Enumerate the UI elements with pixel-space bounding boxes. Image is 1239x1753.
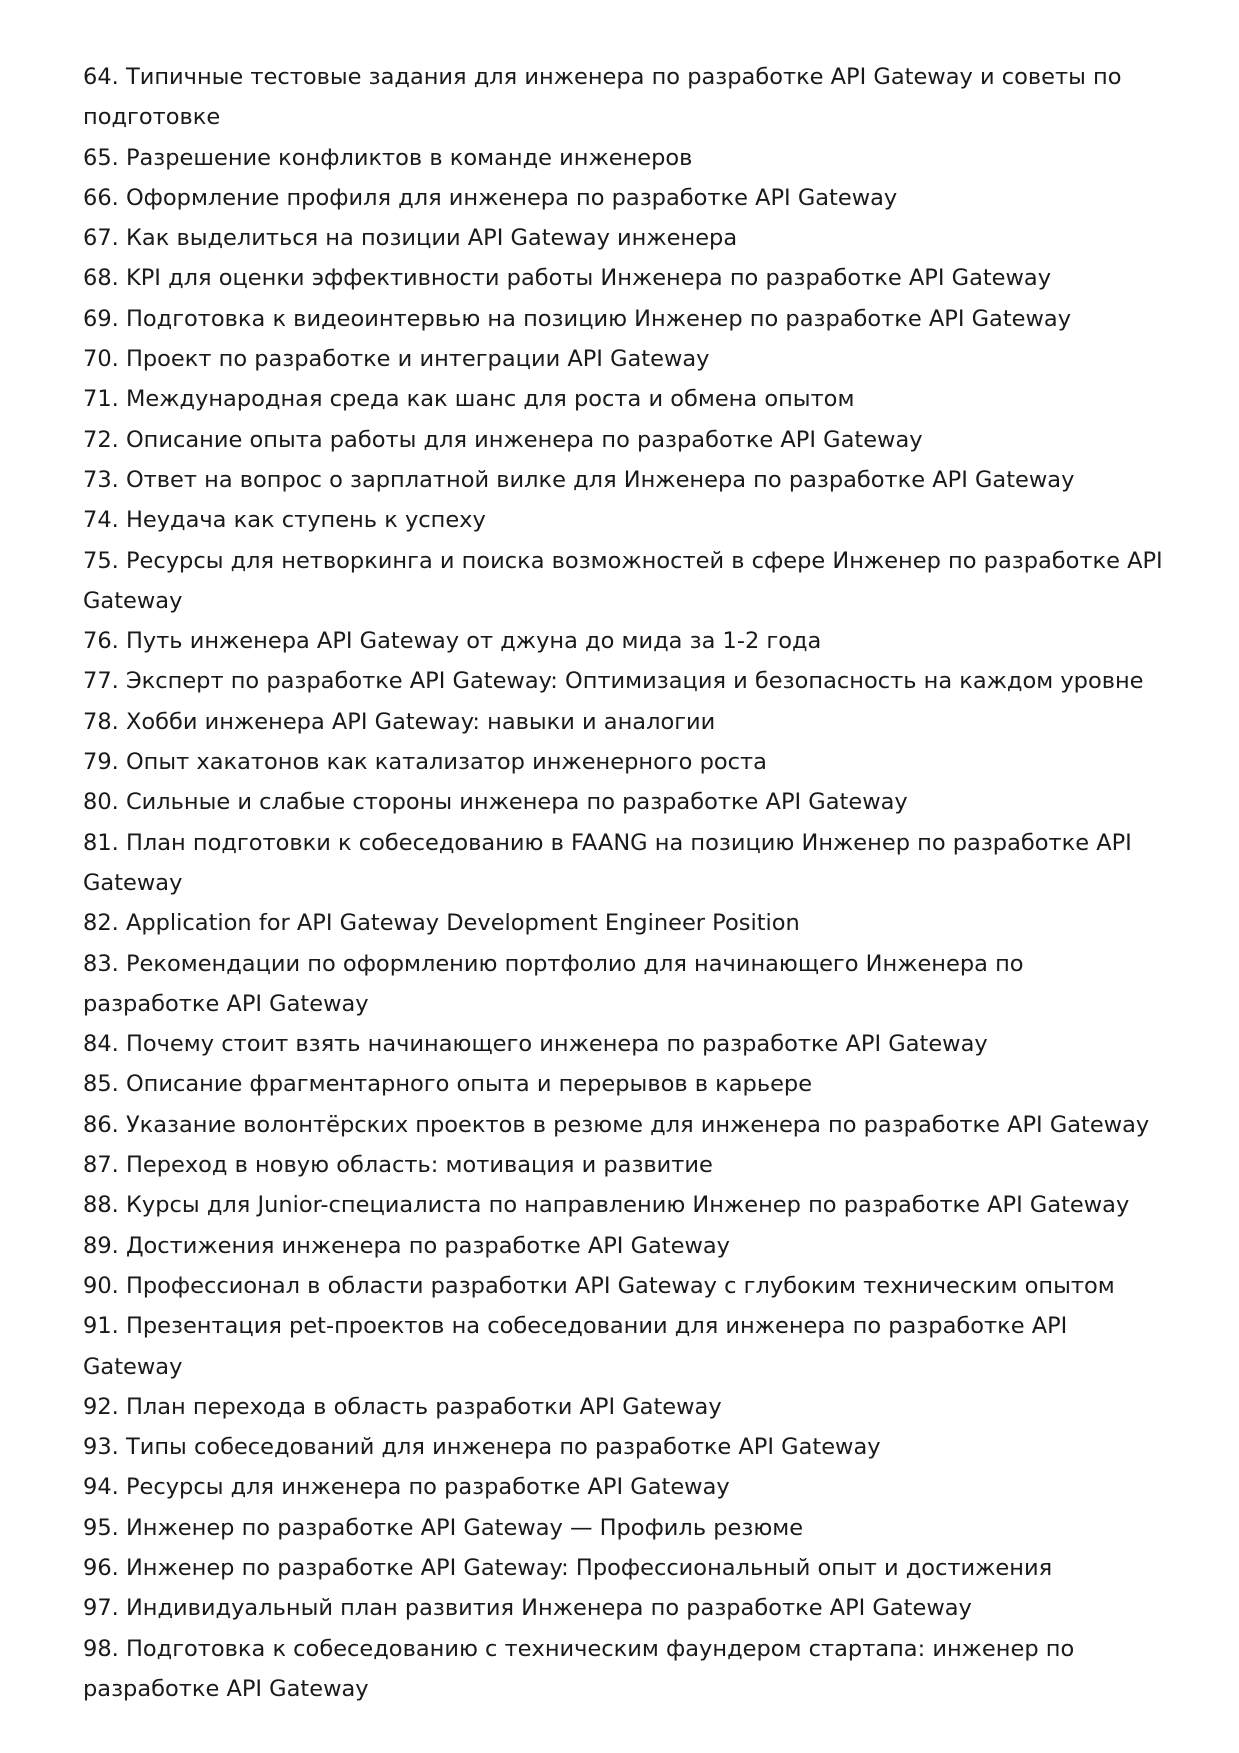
- item-text: Подготовка к собеседованию с техническим фаундером стартапа: инженер по разработке API Gateway: [83, 1635, 1075, 1702]
- item-text: Подготовка к видеоинтервью на позицию Инженер по разработке API Gateway: [125, 305, 1072, 332]
- list-item: [83, 1508, 1163, 1548]
- list-item: [83, 460, 1163, 500]
- item-number: 89.: [83, 1232, 119, 1259]
- item-number: 71.: [83, 386, 119, 413]
- list-item: [83, 1145, 1163, 1185]
- list-item: [83, 178, 1163, 218]
- item-text: Описание опыта работы для инженера по разработке API Gateway: [125, 426, 923, 453]
- item-text: План перехода в область разработки API Gateway: [125, 1393, 722, 1420]
- list-item: [83, 661, 1163, 701]
- item-text: Указание волонтёрских проектов в резюме для инженера по разработке API Gateway: [125, 1111, 1150, 1138]
- item-number: 79.: [83, 749, 119, 776]
- list-item: [83, 339, 1163, 379]
- item-number: 86.: [83, 1111, 119, 1138]
- item-text: Индивидуальный план развития Инженера по разработке API Gateway: [125, 1595, 972, 1622]
- item-number: 91.: [83, 1313, 119, 1340]
- item-number: 77.: [83, 668, 119, 695]
- list-item: [83, 621, 1163, 661]
- item-text: Инженер по разработке API Gateway: Профессиональный опыт и достижения: [125, 1554, 1053, 1581]
- item-number: 98.: [83, 1635, 119, 1662]
- item-text: Презентация pet-проектов на собеседовании для инженера по разработке API Gateway: [83, 1313, 1068, 1380]
- item-text: Международная среда как шанс для роста и обмена опытом: [125, 386, 855, 413]
- list-item: [83, 1629, 1163, 1710]
- list-item: [83, 1306, 1163, 1387]
- item-text: Типичные тестовые задания для инженера по разработке API Gateway и советы по подготовке: [83, 64, 1122, 131]
- item-number: 80.: [83, 789, 119, 816]
- list-item: [83, 1467, 1163, 1507]
- item-text: Оформление профиля для инженера по разработке API Gateway: [125, 184, 898, 211]
- item-number: 85.: [83, 1071, 119, 1098]
- item-number: 78.: [83, 708, 119, 735]
- list-item: [83, 541, 1163, 622]
- item-number: 65.: [83, 144, 119, 171]
- item-number: 69.: [83, 305, 119, 332]
- item-text: Описание фрагментарного опыта и перерывов в карьере: [125, 1071, 813, 1098]
- list-item: [83, 420, 1163, 460]
- item-number: 92.: [83, 1393, 119, 1420]
- item-number: 82.: [83, 910, 119, 937]
- item-text: Как выделиться на позиции API Gateway инженера: [125, 225, 738, 252]
- list-item: [83, 1024, 1163, 1064]
- item-text: Application for API Gateway Development Engineer Position: [125, 910, 800, 937]
- topic-list: [83, 57, 1163, 1709]
- item-text: Хобби инженера API Gateway: навыки и аналогии: [125, 708, 716, 735]
- item-text: Ответ на вопрос о зарплатной вилке для Инженера по разработке API Gateway: [125, 466, 1075, 493]
- list-item: [83, 1427, 1163, 1467]
- list-item: [83, 702, 1163, 742]
- item-text: Профессионал в области разработки API Gateway с глубоким техническим опытом: [125, 1272, 1115, 1299]
- list-item: [83, 500, 1163, 540]
- item-number: 90.: [83, 1272, 119, 1299]
- item-text: Сильные и слабые стороны инженера по разработке API Gateway: [125, 789, 908, 816]
- item-number: 66.: [83, 184, 119, 211]
- item-text: Неудача как ступень к успеху: [125, 507, 486, 534]
- item-text: Ресурсы для инженера по разработке API Gateway: [125, 1474, 730, 1501]
- list-item: [83, 57, 1163, 138]
- item-number: 64.: [83, 64, 119, 90]
- list-item: [83, 1226, 1163, 1266]
- list-item: [83, 1387, 1163, 1427]
- item-number: 68.: [83, 265, 119, 292]
- list-item: [83, 299, 1163, 339]
- list-item: [83, 823, 1163, 904]
- list-item: [83, 1548, 1163, 1588]
- item-number: 70.: [83, 346, 119, 373]
- item-number: 97.: [83, 1595, 119, 1622]
- item-text: Ресурсы для нетворкинга и поиска возможностей в сфере Инженер по разработке API Gateway: [83, 547, 1163, 614]
- item-text: Эксперт по разработке API Gateway: Оптимизация и безопасность на каждом уровне: [125, 668, 1144, 695]
- list-item: [83, 1105, 1163, 1145]
- item-text: KPI для оценки эффективности работы Инженера по разработке API Gateway: [125, 265, 1052, 292]
- item-number: 74.: [83, 507, 119, 534]
- list-item: [83, 782, 1163, 822]
- item-text: Разрешение конфликтов в команде инженеров: [125, 144, 693, 171]
- item-text: Опыт хакатонов как катализатор инженерного роста: [125, 749, 767, 776]
- item-number: 81.: [83, 829, 119, 856]
- list-item: [83, 903, 1163, 943]
- list-item: [83, 218, 1163, 258]
- item-number: 76.: [83, 628, 119, 655]
- item-number: 84.: [83, 1031, 119, 1058]
- list-item: [83, 1064, 1163, 1104]
- item-number: 88.: [83, 1192, 119, 1219]
- item-number: 93.: [83, 1434, 119, 1461]
- list-item: [83, 258, 1163, 298]
- item-number: 83.: [83, 950, 119, 977]
- item-number: 73.: [83, 466, 119, 493]
- item-number: 95.: [83, 1514, 119, 1541]
- item-text: Курсы для Junior-специалиста по направлению Инженер по разработке API Gateway: [125, 1192, 1130, 1219]
- item-text: Типы собеседований для инженера по разработке API Gateway: [125, 1434, 881, 1461]
- item-number: 94.: [83, 1474, 119, 1501]
- list-item: [83, 138, 1163, 178]
- item-number: 67.: [83, 225, 119, 252]
- list-item: [83, 944, 1163, 1025]
- item-text: Путь инженера API Gateway от джуна до мида за 1-2 года: [125, 628, 822, 655]
- list-item: [83, 1185, 1163, 1225]
- item-text: Достижения инженера по разработке API Gateway: [125, 1232, 730, 1259]
- item-number: 87.: [83, 1152, 119, 1179]
- document-page: [83, 57, 1163, 1709]
- item-text: План подготовки к собеседованию в FAANG на позицию Инженер по разработке API Gateway: [83, 829, 1132, 896]
- item-text: Переход в новую область: мотивация и развитие: [125, 1152, 713, 1179]
- item-number: 72.: [83, 426, 119, 453]
- list-item: [83, 379, 1163, 419]
- item-text: Рекомендации по оформлению портфолио для начинающего Инженера по разработке API Gateway: [83, 950, 1024, 1017]
- item-number: 75.: [83, 547, 119, 574]
- list-item: [83, 1266, 1163, 1306]
- item-text: Инженер по разработке API Gateway — Профиль резюме: [125, 1514, 804, 1541]
- list-item: [83, 1588, 1163, 1628]
- item-number: 96.: [83, 1554, 119, 1581]
- list-item: [83, 742, 1163, 782]
- item-text: Почему стоит взять начинающего инженера по разработке API Gateway: [125, 1031, 988, 1058]
- item-text: Проект по разработке и интеграции API Gateway: [125, 346, 710, 373]
